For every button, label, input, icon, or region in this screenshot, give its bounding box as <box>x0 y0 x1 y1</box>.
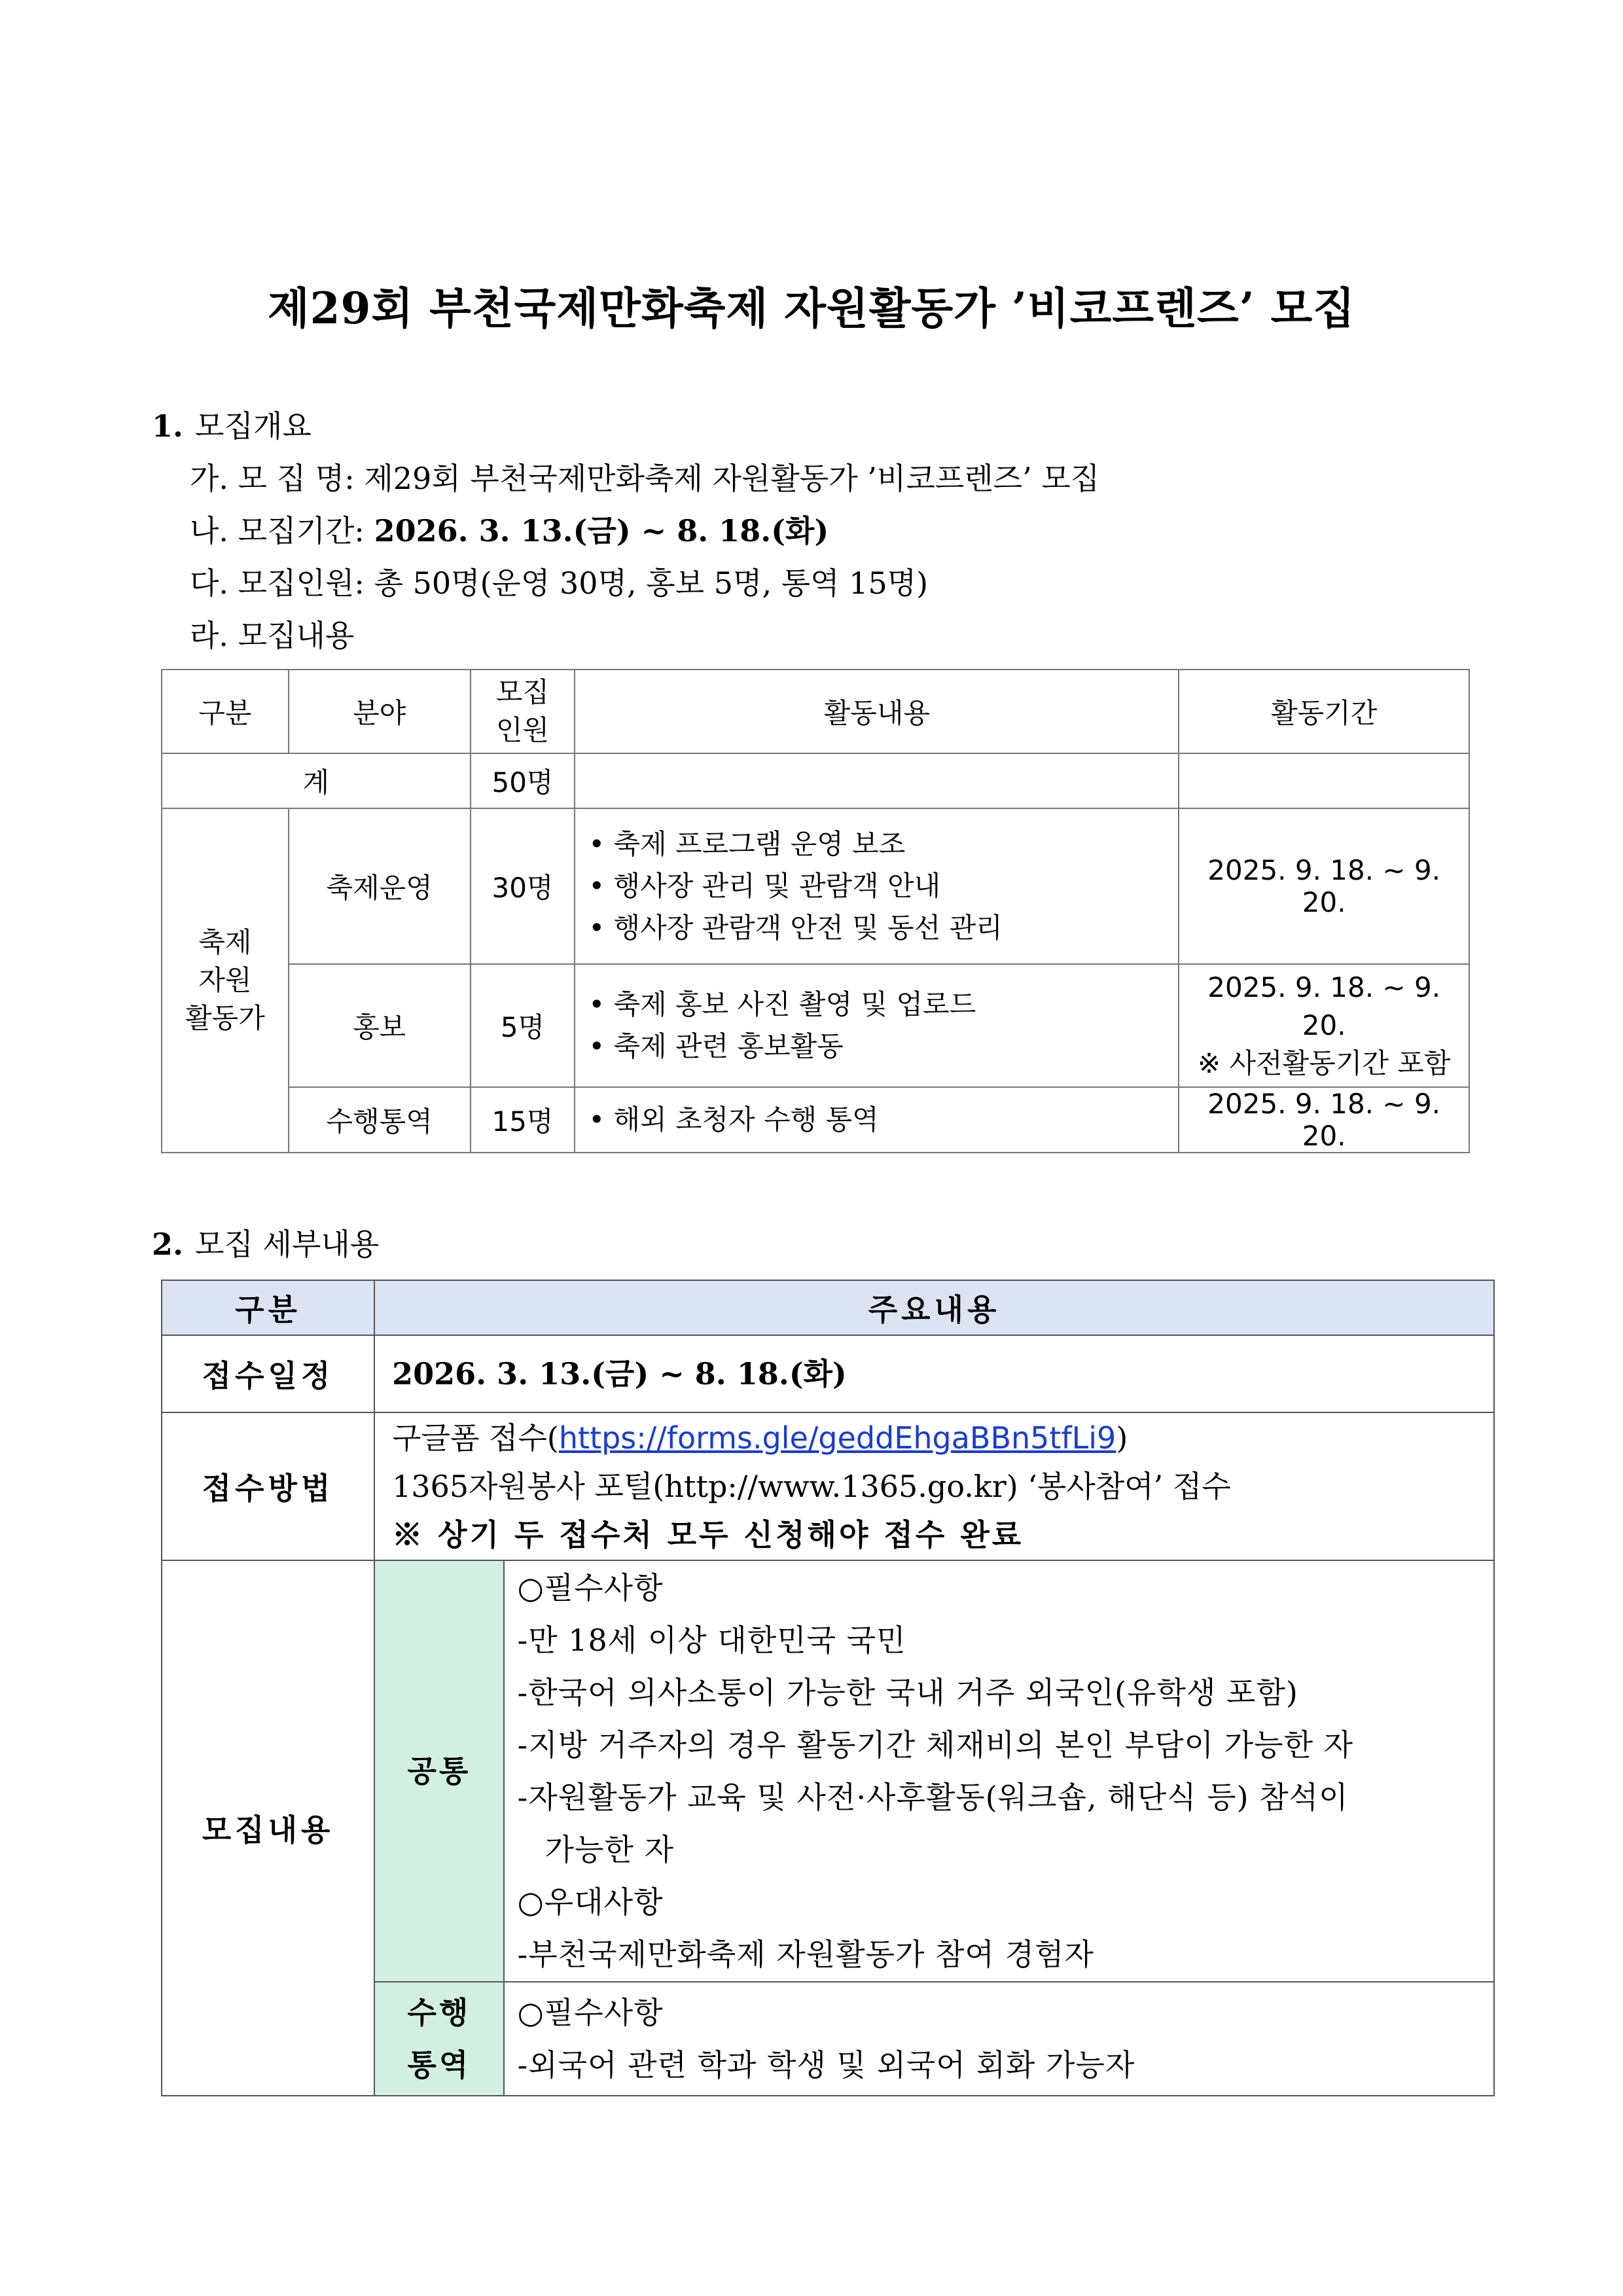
list-item: ○필수사항 <box>517 1570 664 1605</box>
detail-table <box>161 1280 1495 2096</box>
row-activities <box>575 1087 1179 1153</box>
activity-item: • 해외 초청자 수행 통역 <box>588 1103 879 1136</box>
overview-name-value: 제29회 부천국제만화축제 자원활동가 ’비코프렌즈’ 모집 <box>364 461 1100 496</box>
detail-row-content-common <box>162 1560 1494 1982</box>
group-label <box>162 808 289 1153</box>
row-activities <box>575 964 1179 1087</box>
section-1-title: 모집개요 <box>195 408 312 444</box>
table-row-total <box>162 753 1469 808</box>
overview-period-label: 나. 모집기간: <box>190 513 365 548</box>
list-item: ○우대사항 <box>517 1884 664 1920</box>
overview-period-value: 2026. 3. 13.(금) ~ 8. 18.(화) <box>374 513 829 548</box>
method-line1-suffix: ) <box>1116 1420 1128 1456</box>
section-2-heading <box>152 1221 379 1264</box>
overview-headcount-label: 다. 모집인원: <box>190 565 365 601</box>
overview-headcount-value: 총 50명(운영 30명, 홍보 5명, 통역 15명) <box>374 565 929 601</box>
list-item: -만 18세 이상 대한민국 국민 <box>517 1623 906 1658</box>
detail-header-row <box>162 1280 1494 1335</box>
method-line-google-form <box>392 1414 1493 1462</box>
page-title: 제29회 부천국제만화축제 자원활동가 ’비코프렌즈’ 모집 <box>267 283 1356 334</box>
row-count: 30명 <box>471 808 575 964</box>
row-field: 수행통역 <box>289 1087 471 1153</box>
detail-header-content: 주요내용 <box>374 1280 1494 1335</box>
list-item: ○필수사항 <box>517 1995 664 2030</box>
header-category: 구분 <box>162 670 289 753</box>
table-row <box>162 808 1469 964</box>
overview-name <box>190 455 1099 498</box>
method-note: ※ 상기 두 접수처 모두 신청해야 접수 완료 <box>392 1517 1024 1552</box>
row-period <box>1179 964 1469 1087</box>
overview-headcount <box>190 560 928 603</box>
overview-period <box>190 507 829 550</box>
row-period <box>1179 808 1469 964</box>
total-period-empty <box>1179 753 1469 808</box>
overview-content <box>190 612 354 655</box>
interp-list <box>504 1982 1494 2096</box>
section-1-heading <box>152 403 312 446</box>
overview-content-label: 라. 모집내용 <box>190 618 355 653</box>
interp-label-line2: 통역 <box>407 2047 471 2083</box>
activity-item: • 축제 관련 홍보활동 <box>588 1030 844 1062</box>
interp-label <box>374 1982 504 2096</box>
list-item: -부천국제만화축제 자원활동가 참여 경험자 <box>517 1937 1094 1972</box>
content-label: 모집내용 <box>162 1560 374 2096</box>
group-label-line1: 축제 <box>198 926 252 958</box>
method-label: 접수방법 <box>162 1412 374 1560</box>
table-row <box>162 1087 1469 1153</box>
list-item: -자원활동가 교육 및 사전·사후활동(워크숍, 해단식 등) 참석이 <box>517 1780 1349 1815</box>
group-label-line2: 자원 <box>198 964 252 996</box>
activity-item: • 행사장 관람객 안전 및 동선 관리 <box>588 912 1003 944</box>
header-count <box>471 670 575 753</box>
period-text: 2025. 9. 18. ~ 9. 20. <box>1207 971 1441 1041</box>
activity-item: • 축제 프로그램 운영 보조 <box>588 828 906 860</box>
header-count-line1: 모집 <box>495 676 550 708</box>
schedule-label: 접수일정 <box>162 1335 374 1412</box>
activity-item: • 행사장 관리 및 관람객 안내 <box>588 870 941 902</box>
total-count: 50명 <box>471 753 575 808</box>
section-2-title: 모집 세부내용 <box>195 1227 380 1262</box>
common-list <box>504 1560 1494 1982</box>
method-line1-prefix: 구글폼 접수( <box>392 1420 559 1456</box>
section-1-number: 1. <box>152 408 184 444</box>
header-count-line2: 인원 <box>495 714 550 746</box>
table-header-row <box>162 670 1469 753</box>
method-line-1365: 1365자원봉사 포털(http://www.1365.go.kr) ‘봉사참여’ 접수 <box>392 1469 1231 1504</box>
row-activities <box>575 808 1179 964</box>
method-value <box>374 1412 1494 1560</box>
total-activity-empty <box>575 753 1179 808</box>
activity-item: • 축제 홍보 사진 촬영 및 업로드 <box>588 988 976 1020</box>
period-text: 2025. 9. 18. ~ 9. 20. <box>1207 1088 1441 1152</box>
period-text: 2025. 9. 18. ~ 9. 20. <box>1207 854 1441 918</box>
total-label: 계 <box>162 753 471 808</box>
row-count: 15명 <box>471 1087 575 1153</box>
header-field: 분야 <box>289 670 471 753</box>
row-period <box>1179 1087 1469 1153</box>
schedule-value: 2026. 3. 13.(금) ~ 8. 18.(화) <box>374 1335 1494 1412</box>
overview-name-label: 가. 모 집 명: <box>190 461 355 496</box>
google-form-link[interactable]: https://forms.gle/geddEhgaBBn5tfLi9 <box>558 1420 1116 1456</box>
group-label-line3: 활동가 <box>185 1002 265 1034</box>
list-item: -지방 거주자의 경우 활동기간 체재비의 본인 부담이 가능한 자 <box>517 1727 1354 1763</box>
recruitment-table <box>161 669 1470 1153</box>
common-label: 공통 <box>374 1560 504 1982</box>
row-field: 홍보 <box>289 964 471 1087</box>
list-item: -한국어 의사소통이 가능한 국내 거주 외국인(유학생 포함) <box>517 1675 1298 1710</box>
list-item: 가능한 자 <box>544 1832 675 1867</box>
detail-header-category: 구분 <box>162 1280 374 1335</box>
table-row <box>162 964 1469 1087</box>
row-field: 축제운영 <box>289 808 471 964</box>
detail-row-method <box>162 1412 1494 1560</box>
header-period: 활동기간 <box>1179 670 1469 753</box>
header-activity: 활동내용 <box>575 670 1179 753</box>
row-count: 5명 <box>471 964 575 1087</box>
list-item: -외국어 관련 학과 학생 및 외국어 회화 가능자 <box>517 2047 1135 2083</box>
section-2-number: 2. <box>152 1227 184 1262</box>
interp-label-line1: 수행 <box>407 1995 471 2030</box>
period-note: ※ 사전활동기간 포함 <box>1197 1047 1451 1079</box>
detail-row-schedule <box>162 1335 1494 1412</box>
